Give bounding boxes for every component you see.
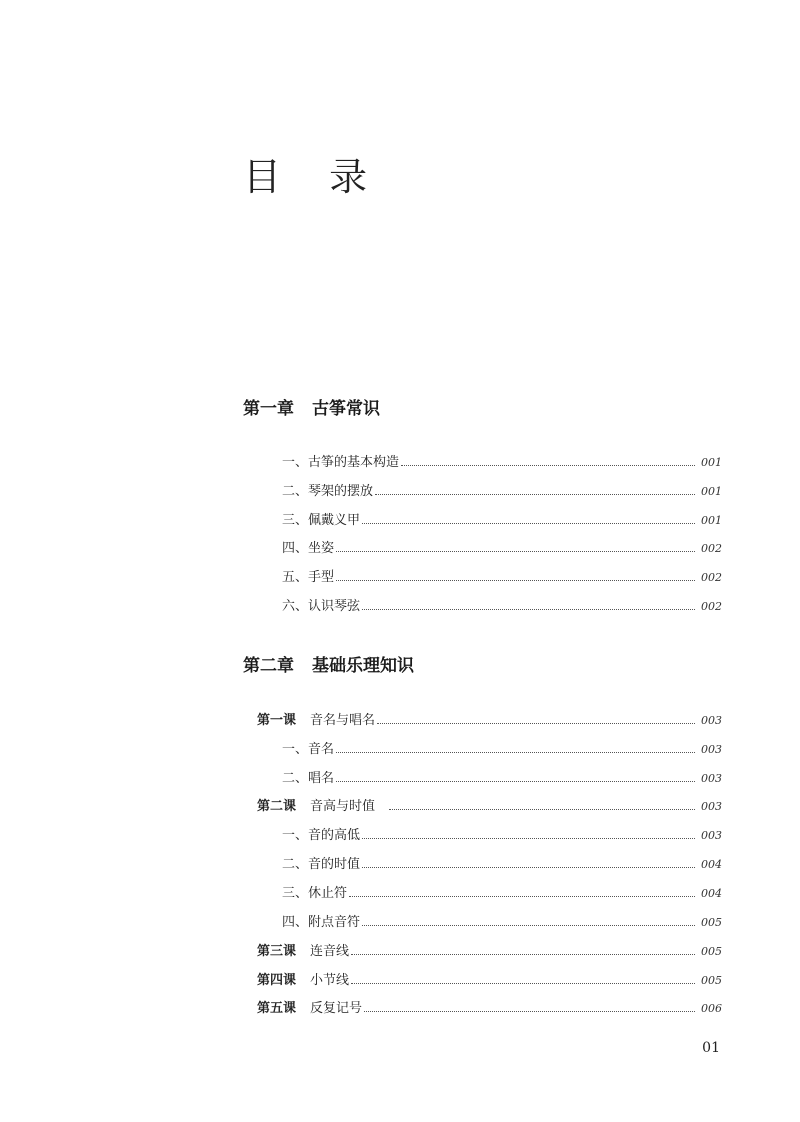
toc-page-number: 003 <box>701 743 722 756</box>
toc-page-number: 002 <box>701 600 722 613</box>
toc-entry-title: 二、琴架的摆放 <box>282 484 374 499</box>
dot-leader <box>351 954 695 955</box>
dot-leader <box>362 867 695 868</box>
toc-page-number: 001 <box>701 514 722 527</box>
toc-entry-title: 一、古筝的基本构造 <box>282 455 400 470</box>
chapter-number: 第一章 <box>243 399 294 419</box>
dot-leader <box>401 465 695 466</box>
toc-lesson-entry[interactable] <box>257 998 722 1020</box>
lesson-number: 第一课 <box>257 713 297 728</box>
toc-entry[interactable] <box>282 567 722 589</box>
lesson-number: 第二课 <box>257 799 297 814</box>
dot-leader <box>375 494 695 495</box>
dot-leader <box>377 723 695 724</box>
chapter-name: 基础乐理知识 <box>312 656 414 676</box>
toc-entry-title: 音名与唱名 <box>310 713 376 728</box>
chapter-heading-1 <box>243 397 380 421</box>
page-title: 目 录 <box>243 155 386 199</box>
toc-page-number: 002 <box>701 571 722 584</box>
toc-entry[interactable] <box>282 854 722 876</box>
toc-entry-title: 二、唱名 <box>282 771 335 786</box>
lesson-number: 第五课 <box>257 1001 297 1016</box>
toc-entry[interactable] <box>282 452 722 474</box>
lesson-number: 第四课 <box>257 973 297 988</box>
toc-entry-title: 音高与时值 <box>310 799 376 814</box>
toc-entry[interactable] <box>282 768 722 790</box>
toc-lesson-entry[interactable] <box>257 796 722 818</box>
toc-entry[interactable] <box>282 481 722 503</box>
dot-leader <box>336 752 695 753</box>
toc-entry-title: 四、附点音符 <box>282 915 361 930</box>
chapter-heading-2 <box>243 654 414 678</box>
dot-leader <box>351 983 695 984</box>
toc-entry-title: 六、认识琴弦 <box>282 599 361 614</box>
dot-leader <box>389 809 695 810</box>
toc-entry-title: 一、音的高低 <box>282 828 361 843</box>
toc-entry-title: 反复记号 <box>310 1001 363 1016</box>
toc-entry-title: 一、音名 <box>282 742 335 757</box>
chapter-number: 第二章 <box>243 656 294 676</box>
toc-page-number: 005 <box>701 916 722 929</box>
lesson-number: 第三课 <box>257 944 297 959</box>
toc-entry[interactable] <box>282 739 722 761</box>
toc-lesson-entry[interactable] <box>257 710 722 732</box>
dot-leader <box>336 781 695 782</box>
toc-lesson-entry[interactable] <box>257 970 722 992</box>
page-folio: 01 <box>702 1040 720 1056</box>
toc-lesson-entry[interactable] <box>257 941 722 963</box>
toc-entry-title: 二、音的时值 <box>282 857 361 872</box>
toc-page-number: 005 <box>701 974 722 987</box>
toc-page-number: 003 <box>701 829 722 842</box>
dot-leader <box>362 609 695 610</box>
toc-entry-title: 四、坐姿 <box>282 541 335 556</box>
toc-entry[interactable] <box>282 538 722 560</box>
toc-page-number: 005 <box>701 945 722 958</box>
toc-page-number: 004 <box>701 858 722 871</box>
toc-page-number: 001 <box>701 485 722 498</box>
toc-page-number: 002 <box>701 542 722 555</box>
toc-page-number: 003 <box>701 714 722 727</box>
toc-entry-title: 小节线 <box>310 973 350 988</box>
toc-page-number: 003 <box>701 800 722 813</box>
toc-entry-title: 三、休止符 <box>282 886 348 901</box>
toc-page-number: 004 <box>701 887 722 900</box>
toc-entry-title: 连音线 <box>310 944 350 959</box>
toc-entry-title: 五、手型 <box>282 570 335 585</box>
toc-entry[interactable] <box>282 596 722 618</box>
toc-entry[interactable] <box>282 825 722 847</box>
chapter-name: 古筝常识 <box>312 399 380 419</box>
toc-page-number: 001 <box>701 456 722 469</box>
dot-leader <box>336 580 695 581</box>
dot-leader <box>336 551 695 552</box>
toc-entry[interactable] <box>282 912 722 934</box>
dot-leader <box>362 925 695 926</box>
toc-entry[interactable] <box>282 510 722 532</box>
dot-leader <box>364 1011 695 1012</box>
dot-leader <box>362 838 695 839</box>
dot-leader <box>349 896 695 897</box>
toc-entry[interactable] <box>282 883 722 905</box>
toc-entry-title: 三、佩戴义甲 <box>282 513 361 528</box>
dot-leader <box>362 523 695 524</box>
toc-page-number: 003 <box>701 772 722 785</box>
toc-page-number: 006 <box>701 1002 722 1015</box>
